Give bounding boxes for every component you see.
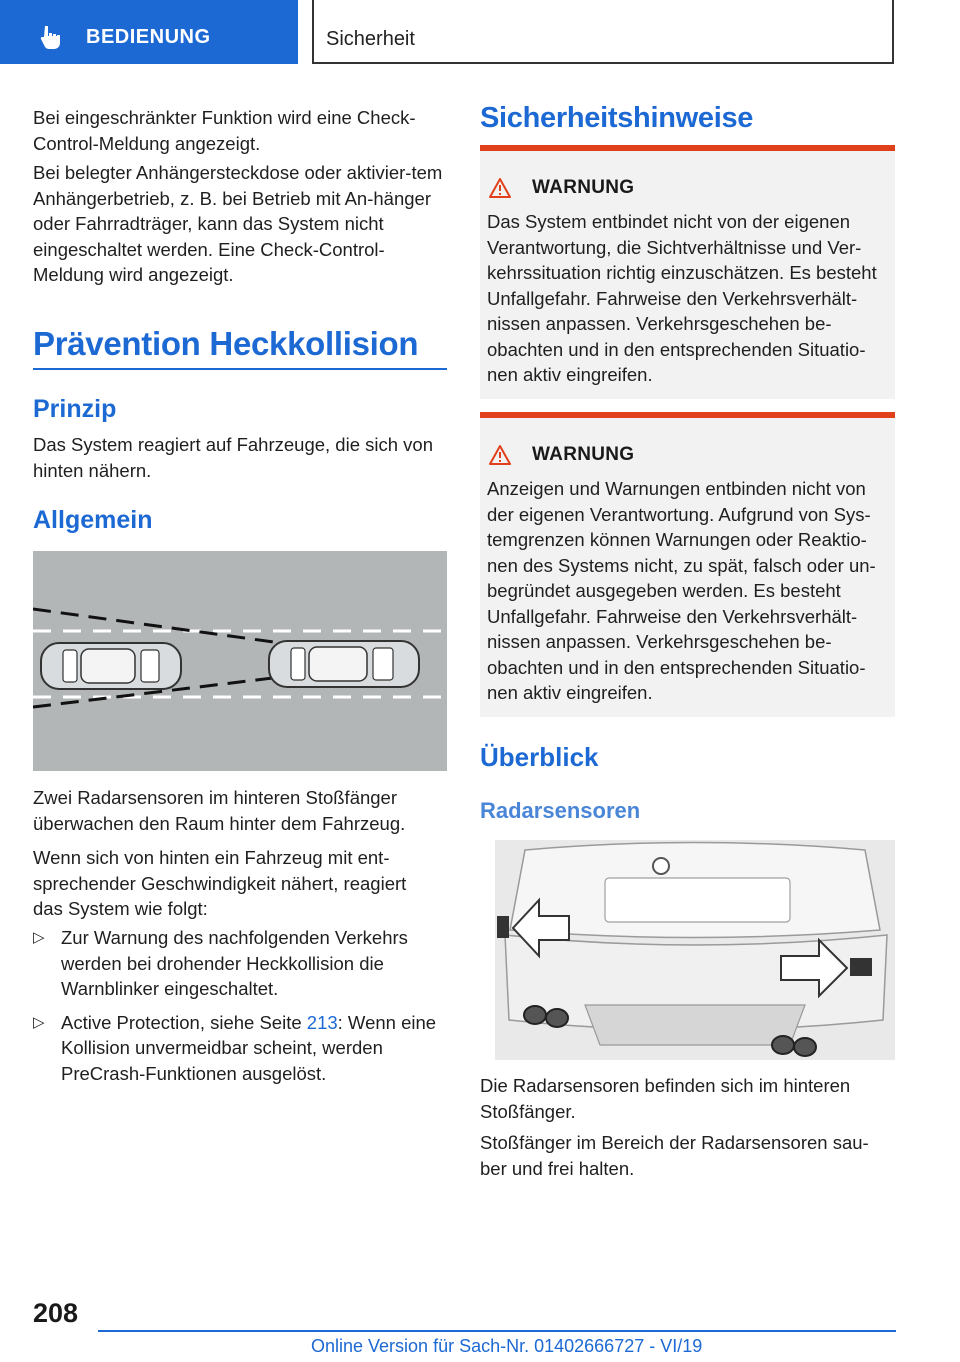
warning-label: WARNUNG — [532, 177, 635, 198]
step-text-before: Active Protection, siehe Seite — [61, 1011, 307, 1033]
bumper-diagram — [495, 840, 895, 1060]
page-title: Prävention Heckkollision — [33, 325, 419, 362]
radar-location-paragraph: Die Radarsensoren befinden sich im hinteren Stoßfänger. — [480, 1075, 851, 1122]
title-rule — [33, 368, 447, 370]
warning-text: Anzeigen und Warnungen entbinden nicht von der eigenen Verantwortung. Aufgrund von Sys-temgrenzen können Warnungen oder Reaktio-nen des Systems nicht, zu spät, falsch oder un-begründet ausgegeben werden. Es besteht Unfallgefahr. Fahrweise den Verkehrsverhält-nissen anpassen. Verkehrsgeschehen be-obachten und in den entsprechenden Situatio-nen aktiv eingreifen. — [487, 478, 876, 703]
lane-diagram — [33, 551, 447, 771]
safety-heading: Sicherheitshinweise — [480, 102, 754, 134]
section-label: Sicherheit — [326, 28, 415, 50]
rear-collision-illustration — [33, 551, 447, 771]
approaching-car — [41, 643, 181, 689]
chapter-tab[interactable] — [0, 0, 298, 64]
step-text: Zur Warnung des nachfolgenden Verkehrs werden bei drohender Heckkollision die Warnblinker eingeschaltet. — [61, 927, 408, 999]
list-item — [33, 1010, 447, 1087]
general-heading: Allgemein — [33, 506, 153, 534]
radar-care-paragraph: Stoßfänger im Bereich der Radarsensoren sau-ber und frei halten. — [480, 1132, 869, 1179]
warning-header — [488, 444, 634, 466]
warning-header — [488, 177, 634, 199]
warning-triangle-icon — [488, 444, 512, 466]
footer-online-version[interactable]: Online Version für Sach-Nr. 01402666727 - VI/19 — [311, 1336, 703, 1356]
warning-label: WARNUNG — [532, 444, 635, 465]
warning-box-2 — [480, 412, 895, 717]
page-header — [0, 0, 960, 68]
warning-triangle-icon — [488, 177, 512, 199]
reaction-paragraph: Wenn sich von hinten ein Fahrzeug mit ent-sprechender Geschwindigkeit nähert, reagiert das System wie folgt: — [33, 847, 407, 919]
principle-heading: Prinzip — [33, 395, 117, 423]
list-item — [33, 925, 447, 1002]
footer-rule — [98, 1330, 896, 1332]
intro-paragraph-1: Bei eingeschränkter Funktion wird eine Check-Control-Meldung angezeigt. — [33, 107, 416, 154]
bullet-triangle-icon: ▷ — [33, 929, 45, 946]
step-text-after: : Wenn eine Kollision unvermeidbar scheint, werden PreCrash-Funktionen ausgelöst. — [61, 1011, 437, 1084]
reaction-steps — [33, 925, 447, 1086]
intro-paragraph-2: Bei belegter Anhängersteckdose oder aktivier-tem Anhängerbetrieb, z. B. bei Betrieb mit An-hänger oder Fahrradträger, kann das System nicht eingeschaltet werden. Eine Check-Control-Meldung wird angezeigt. — [33, 162, 443, 285]
page-link[interactable]: 213 — [306, 1011, 338, 1033]
principle-text: Das System reagiert auf Fahrzeuge, die sich von hinten nähern. — [33, 434, 433, 481]
bullet-triangle-icon: ▷ — [33, 1013, 45, 1031]
radar-sensor-illustration — [495, 840, 895, 1060]
warning-text: Das System entbindet nicht von der eigenen Verantwortung, die Sichtverhältnisse und Ver-kehrssituation richtig einzuschätzen. Es besteht Unfallgefahr. Fahrweise den Verkehrsverhält-nissen anpassen. Verkehrsgeschehen be-obachten und in den entsprechenden Situatio-nen aktiv eingreifen. — [487, 211, 877, 385]
chapter-label: BEDIENUNG — [86, 26, 211, 48]
own-car — [269, 641, 419, 687]
warning-box-1 — [480, 145, 895, 399]
overview-heading: Überblick — [480, 742, 599, 772]
pointing-hand-icon — [38, 24, 64, 50]
radar-heading: Radarsensoren — [480, 798, 641, 823]
sensor-paragraph: Zwei Radarsensoren im hinteren Stoßfänger überwachen den Raum hinter dem Fahrzeug. — [33, 787, 406, 834]
section-tab[interactable] — [312, 0, 894, 64]
page-number: 208 — [33, 1298, 79, 1328]
